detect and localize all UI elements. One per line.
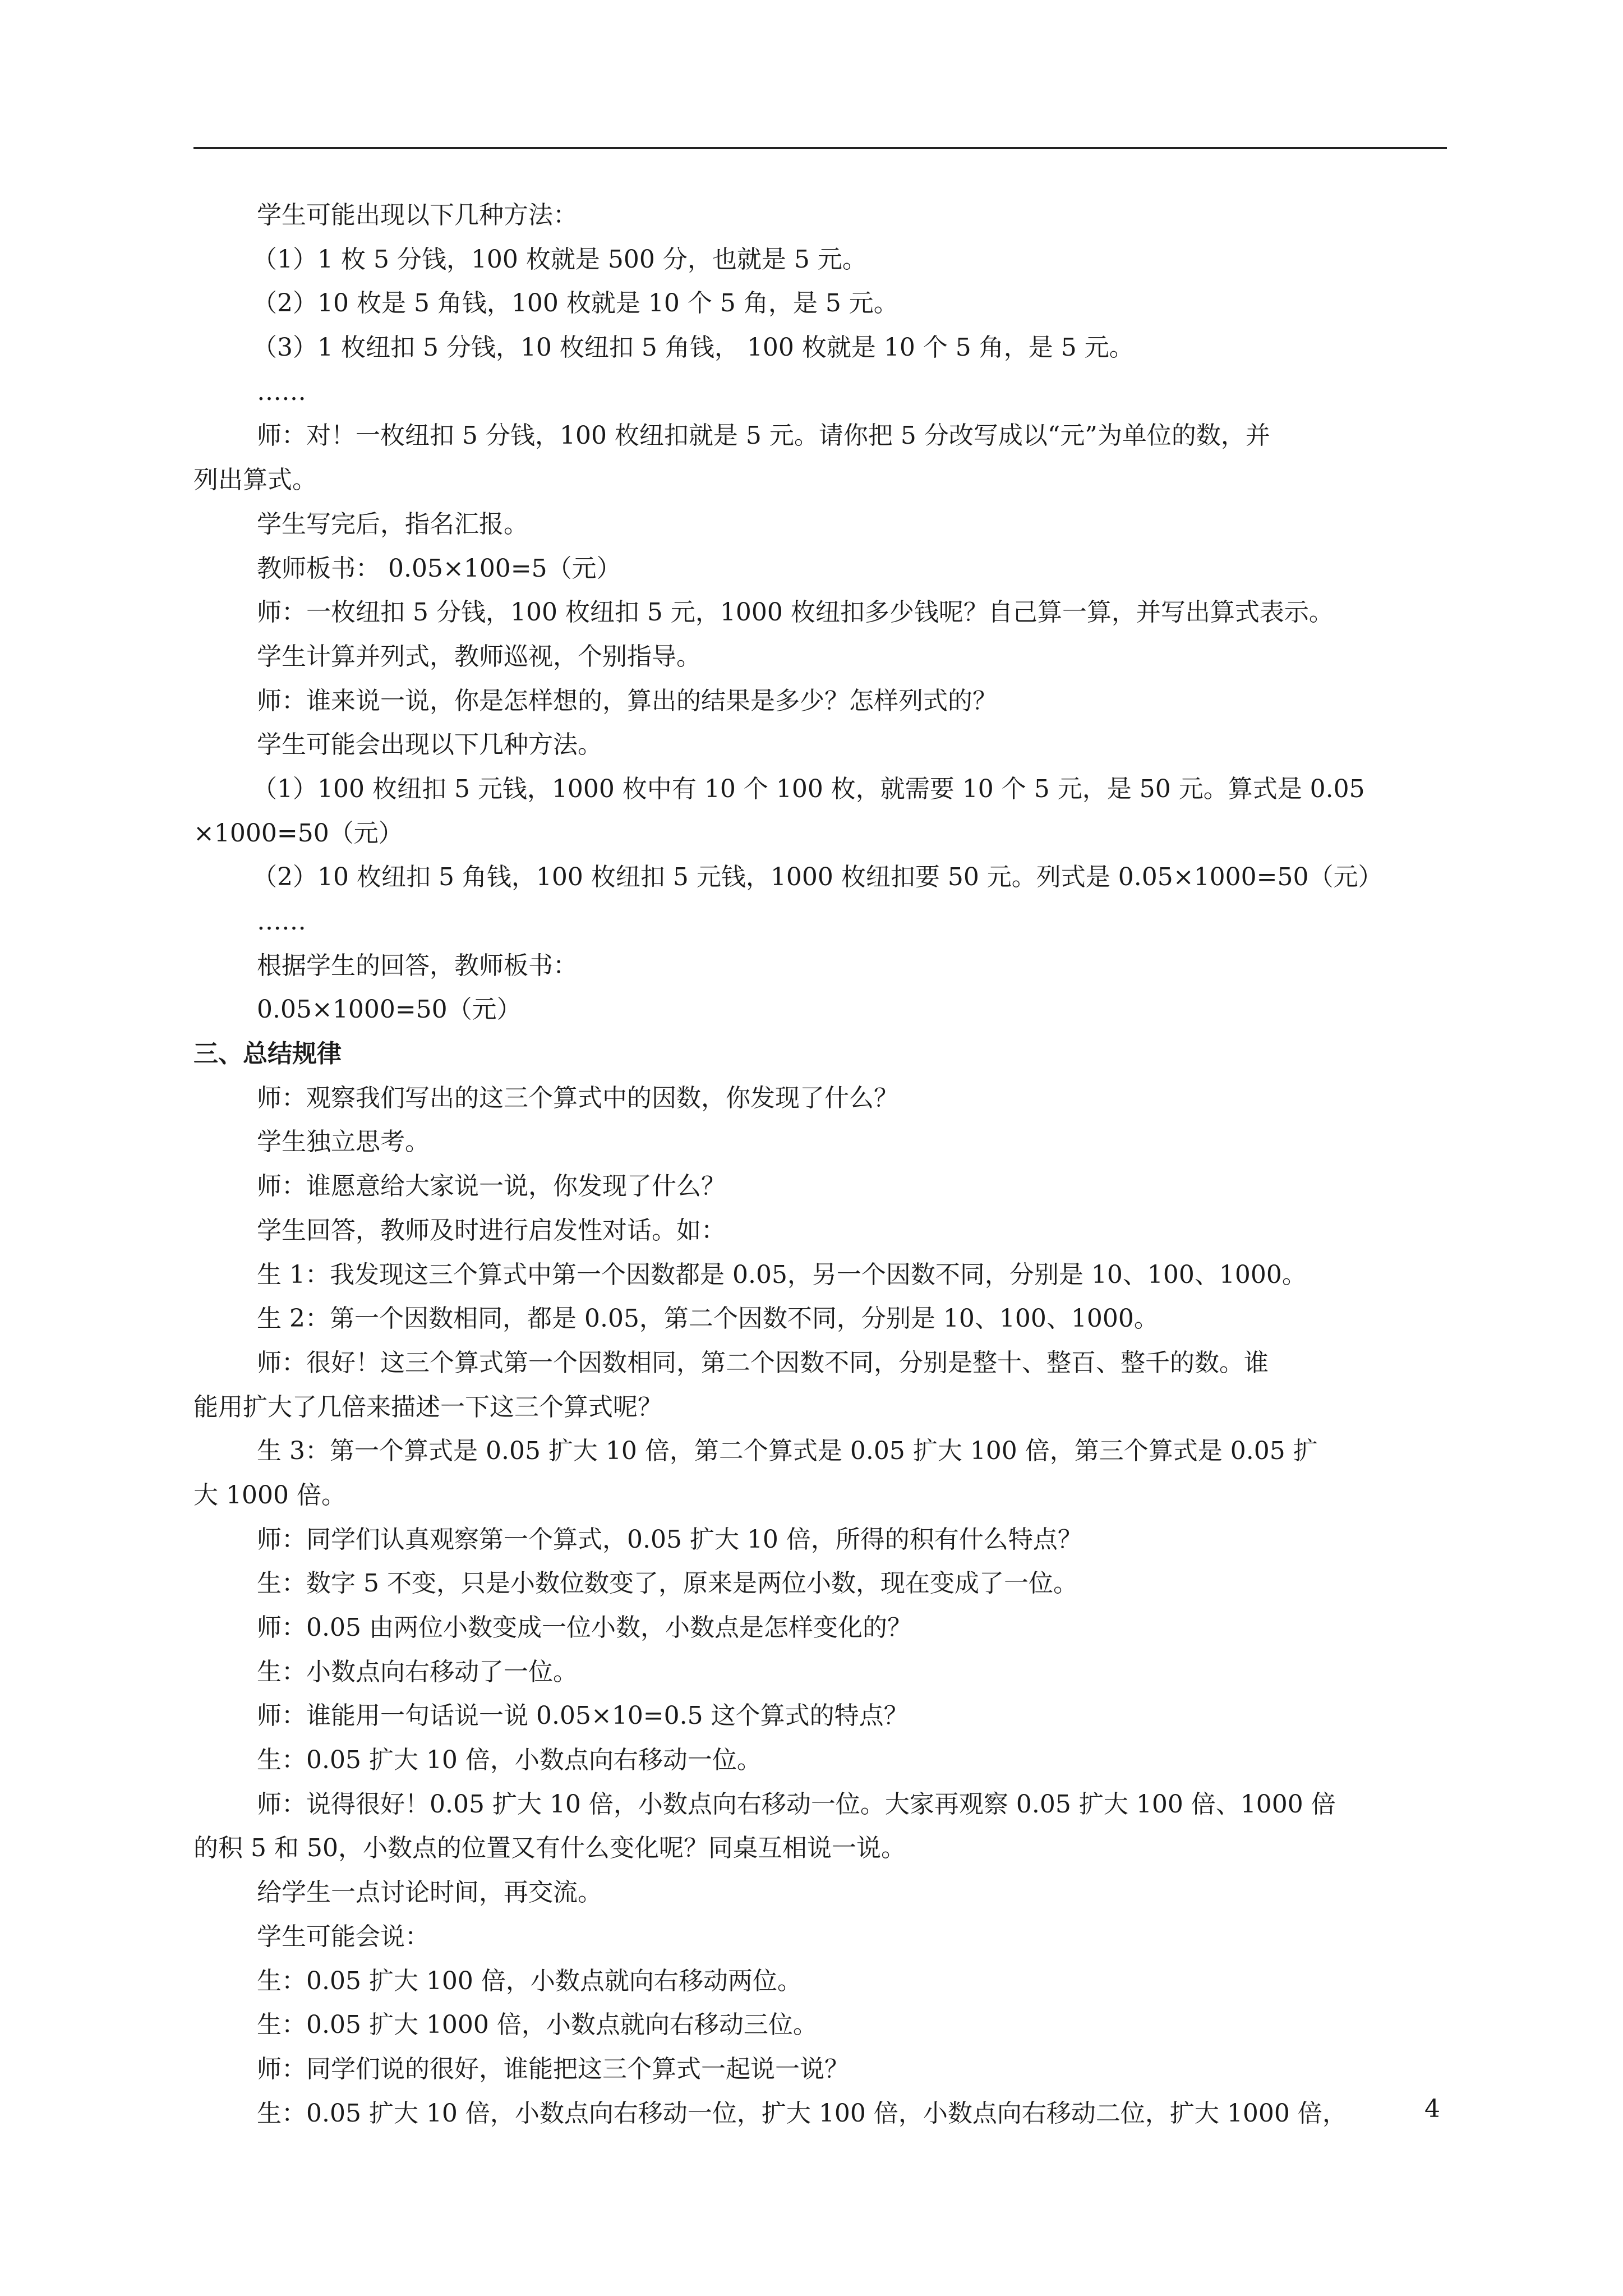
header-rule bbox=[193, 147, 1447, 149]
text-line: 生：0.05 扩大 10 倍，小数点向右移动一位。 bbox=[257, 1746, 762, 1775]
text-line: 0.05×1000=50（元） bbox=[257, 995, 522, 1024]
text-line: （1）1 枚 5 分钱，100 枚就是 500 分，也就是 5 元。 bbox=[252, 245, 867, 274]
text-line: 学生计算并列式，教师巡视，个别指导。 bbox=[257, 642, 701, 671]
text-line: 能用扩大了几倍来描述一下这三个算式呢？ bbox=[193, 1392, 662, 1421]
text-line: （2）10 枚是 5 角钱，100 枚就是 10 个 5 角，是 5 元。 bbox=[252, 289, 898, 318]
text-line: 学生可能会说： bbox=[257, 1922, 430, 1951]
text-line: 学生回答，教师及时进行启发性对话。如： bbox=[257, 1216, 726, 1245]
text-line: 学生写完后，指名汇报。 bbox=[257, 509, 528, 539]
text-line: 师：很好！这三个算式第一个因数相同，第二个因数不同，分别是整十、整百、整千的数。谁 bbox=[257, 1348, 1269, 1377]
text-line: 师：对！一枚纽扣 5 分钱，100 枚纽扣就是 5 元。请你把 5 分改写成以“元”为单位的数，并 bbox=[257, 421, 1270, 450]
text-line: （1）100 枚纽扣 5 元钱，1000 枚中有 10 个 100 枚，就需要 10 个 5 元，是 50 元。算式是 0.05 bbox=[252, 774, 1365, 803]
page-body bbox=[193, 194, 1447, 2136]
text-line: 师：一枚纽扣 5 分钱，100 枚纽扣 5 元，1000 枚纽扣多少钱呢？自己算一算，并写出算式表示。 bbox=[257, 598, 1334, 627]
text-line: 师：观察我们写出的这三个算式中的因数，你发现了什么？ bbox=[257, 1083, 898, 1112]
text-line: （2）10 枚纽扣 5 角钱，100 枚纽扣 5 元钱，1000 枚纽扣要 50 元。列式是 0.05×1000=50（元） bbox=[252, 863, 1383, 892]
text-line: 师：说得很好！0.05 扩大 10 倍，小数点向右移动一位。大家再观察 0.05 扩大 100 倍、1000 倍 bbox=[257, 1789, 1336, 1819]
text-line: 师：同学们认真观察第一个算式，0.05 扩大 10 倍，所得的积有什么特点？ bbox=[257, 1525, 1082, 1554]
text-line: 列出算式。 bbox=[193, 466, 317, 495]
text-line: 生 2：第一个因数相同，都是 0.05，第二个因数不同，分别是 10、100、1000。 bbox=[257, 1304, 1159, 1333]
text-line: 生：小数点向右移动了一位。 bbox=[257, 1657, 578, 1686]
text-line: 生：0.05 扩大 10 倍，小数点向右移动一位，扩大 100 倍，小数点向右移动二位，扩大 1000 倍， bbox=[257, 2099, 1347, 2128]
text-line: ×1000=50（元） bbox=[193, 818, 403, 848]
text-line: 给学生一点讨论时间，再交流。 bbox=[257, 1878, 602, 1907]
text-line: （3）1 枚纽扣 5 分钱，10 枚纽扣 5 角钱， 100 枚就是 10 个 5 角，是 5 元。 bbox=[252, 333, 1134, 362]
text-line: 师：同学们说的很好，谁能把这三个算式一起说一说？ bbox=[257, 2054, 849, 2083]
text-line: 的积 5 和 50，小数点的位置又有什么变化呢？同桌互相说一说。 bbox=[193, 1834, 906, 1863]
text-line: 师：0.05 由两位小数变成一位小数，小数点是怎样变化的？ bbox=[257, 1613, 912, 1642]
text-line: …… bbox=[257, 907, 306, 936]
text-line: 学生可能会出现以下几种方法。 bbox=[257, 730, 602, 760]
page-number: 4 bbox=[1424, 2095, 1440, 2123]
text-line: …… bbox=[257, 377, 306, 406]
text-line: 生 3：第一个算式是 0.05 扩大 10 倍，第二个算式是 0.05 扩大 100 倍，第三个算式是 0.05 扩 bbox=[257, 1437, 1318, 1466]
text-line: 大 1000 倍。 bbox=[193, 1480, 346, 1510]
text-line: 根据学生的回答，教师板书： bbox=[257, 951, 578, 980]
text-line: 师：谁愿意给大家说一说，你发现了什么？ bbox=[257, 1172, 726, 1201]
text-line: 师：谁来说一说，你是怎样想的，算出的结果是多少？怎样列式的？ bbox=[257, 686, 997, 715]
text-line: 教师板书： 0.05×100=5（元） bbox=[257, 554, 621, 583]
text-line: 学生独立思考。 bbox=[257, 1128, 430, 1157]
text-line: 生 1：我发现这三个算式中第一个因数都是 0.05，另一个因数不同，分别是 10、100、1000。 bbox=[257, 1260, 1307, 1289]
text-line: 师：谁能用一句话说一说 0.05×10=0.5 这个算式的特点？ bbox=[257, 1701, 909, 1731]
text-line: 生：0.05 扩大 1000 倍，小数点就向右移动三位。 bbox=[257, 2010, 818, 2040]
text-line: 生：0.05 扩大 100 倍，小数点就向右移动两位。 bbox=[257, 1966, 802, 1995]
text-line: 生：数字 5 不变，只是小数位数变了，原来是两位小数，现在变成了一位。 bbox=[257, 1569, 1078, 1598]
section-heading: 三、总结规律 bbox=[193, 1039, 342, 1069]
text-line: 学生可能出现以下几种方法： bbox=[257, 201, 578, 229]
